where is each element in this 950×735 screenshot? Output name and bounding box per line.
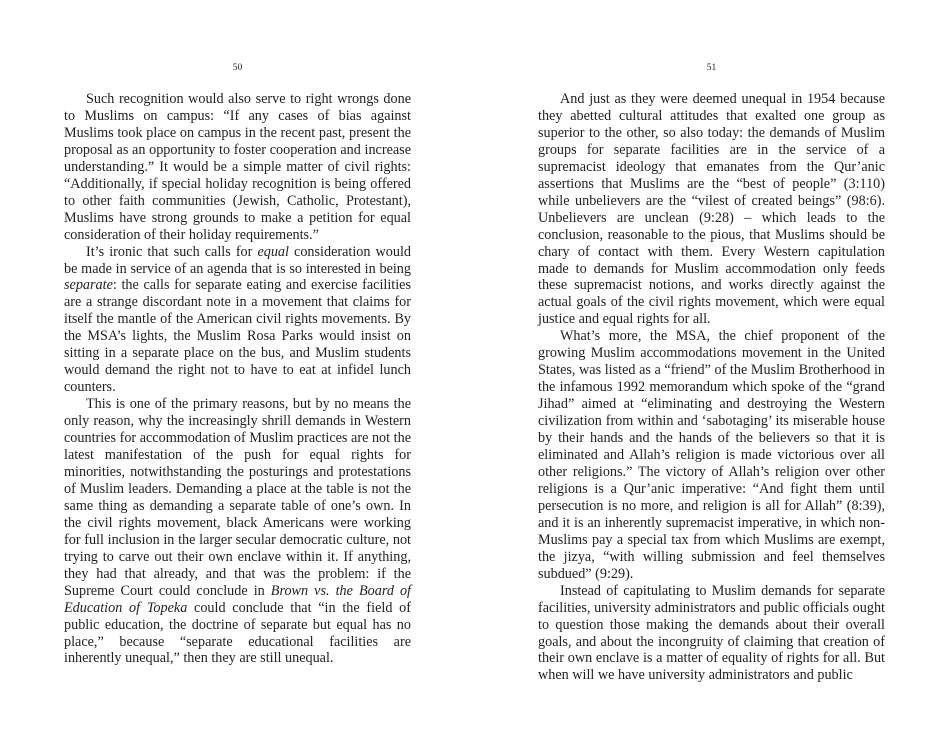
paragraph [538,583,885,685]
text-run: could conclude that “in the field of public education, the doctrine of separate but equal has no place,” because “separate educational facilities are inherently unequal,” then they are still unequal. [64,599,411,667]
text-run: : the calls for separate eating and exercise facilities are a strange discordant note in a movement that claims for itself the mantle of the American civil rights movements. By the MSA’s lights, the Muslim Rosa Parks would insist on sitting in a separate place on the bus, and Muslim students would demand the right not to have to eat at infidel lunch counters. [64,277,411,396]
text-run: It’s ironic that such calls for [86,243,258,260]
paragraph [538,328,885,582]
text-run: And just as they were deemed unequal in 1954 because they abetted cultural attitudes that exalted one group as superior to the other, so also today: the demands of Muslim groups for separate facilities are in the service of a supremacist ideology that emanates from the Qur’anic assertions that Muslims are the “best of people” (3:110) while unbelievers are the “vilest of created beings” (98:6). Unbelievers are unclean (9:28) – which leads to the conclusion, reasonable to the pious, that Muslims should be chary of contact with them. Every Western capitulation made to demands for Muslim accommodation only feeds these supremacist notions, and works directly against the actual goals of the civil rights movement, which were equal justice and equal rights for all. [538,91,885,328]
italic-text: Brown vs. the Board of Education of Topeka [64,582,411,616]
text-run: This is one of the primary reasons, but by no means the only reason, why the increasingly shrill demands in Western countries for accommodation of Muslim practices are not the latest manifestation of the push for equal rights for minorities, notwithstanding the posturings and protestations of Muslim leaders. Demanding a place at the table is not the same thing as demanding a separate table of one’s own. In the civil rights movement, black Americans were working for full inclusion in the larger secular democratic culture, not trying to carve out their own enclave within it. If anything, they had that already, and that was the problem: if the Supreme Court could conclude in [64,396,411,599]
left-page-body [64,91,411,667]
text-run: consideration would be made in service of an agenda that is so interested in being [64,243,411,277]
page-number-right: 51 [706,63,717,73]
page-number-left: 50 [232,63,243,73]
paragraph [64,91,411,244]
paragraph [538,91,885,328]
paragraph [64,396,411,667]
paragraph [64,244,411,397]
text-run: Instead of capitulating to Muslim demands for separate facilities, university administrators and public officials ought to question those making the demands about their overall goals, and about the incongruity of claiming that creation of their own enclave is a matter of equality of rights for all. But when will we have university administrators and public [538,582,885,684]
text-run: Such recognition would also serve to right wrongs done to Muslims on campus: “If any cases of bias against Muslims took place on campus in the recent past, present the proposal as an opportunity to foster cooperation and increase understanding.” It would be a simple matter of civil rights: “Additionally, if special holiday recognition is being offered to other faith communities (Jewish, Catholic, Protestant), Muslims have strong grounds to make a petition for equal consideration of their holiday requirements.” [64,91,411,243]
italic-text: equal [257,243,289,260]
right-page-body [538,91,885,684]
italic-text: separate [64,277,113,294]
text-run: What’s more, the MSA, the chief proponent of the growing Muslim accommodations movement in the United States, was listed as a “friend” of the Muslim Brotherhood in the infamous 1992 memorandum which spoke of the “grand Jihad” aimed at “eliminating and destroying the Western civilization from within and ‘sabotaging’ its miserable house by their hands and the hands of the believers so that it is eliminated and Allah’s religion is made victorious over all other religions.” The victory of Allah’s religion over other religions is a Qur’anic imperative: “And fight them until persecution is no more, and religion is all for Allah” (8:39), and it is an inherently supremacist imperative, in which non-Muslims pay a special tax from which Muslims are exempt, the jizya, “with willing submission and feel themselves subdued” (9:29). [538,328,885,582]
